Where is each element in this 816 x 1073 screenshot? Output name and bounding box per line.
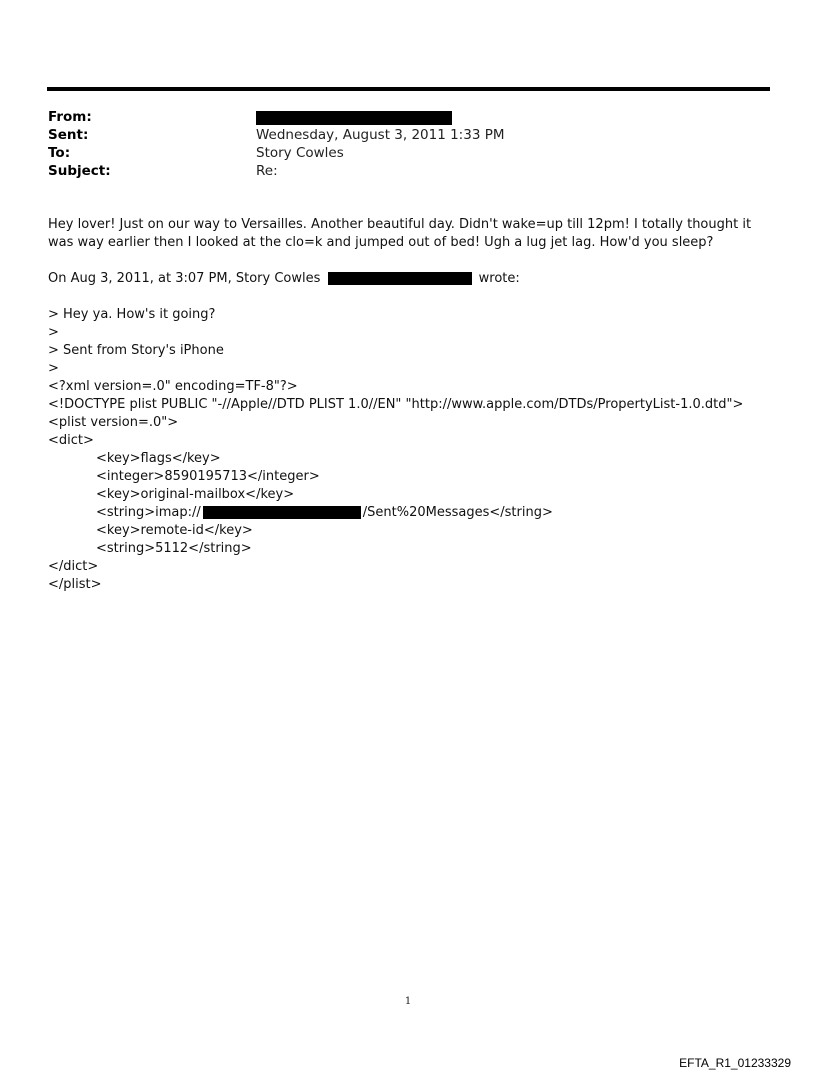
sent-value: Wednesday, August 3, 2011 1:33 PM <box>256 127 505 143</box>
xml-doctype: <!DOCTYPE plist PUBLIC "-//Apple//DTD PLIST 1.0//EN" "http://www.apple.com/DTDs/PropertyList-1.0.dtd"> <box>48 397 744 412</box>
header-rule <box>47 87 770 91</box>
bates-number: EFTA_R1_01233329 <box>679 1056 791 1070</box>
quoted-line: > <box>48 325 59 340</box>
message-body: Hey lover! Just on our way to Versailles. Another beautiful day. Didn't wake=up till 12pm! I totally thought it was way earlier then I looked at the clo=k and jumped out of bed! Ugh a lug jet lag. How'd you sleep? <box>48 217 752 250</box>
sent-label: Sent: <box>48 127 89 143</box>
reply-intro-suffix: wrote: <box>478 271 520 286</box>
redaction-bar <box>203 506 361 519</box>
quoted-line: > Sent from Story's iPhone <box>48 343 224 358</box>
integer-flags: <integer>8590195713</integer> <box>96 469 320 484</box>
dict-close: </dict> <box>48 559 99 574</box>
quoted-line: > Hey ya. How's it going? <box>48 307 216 322</box>
plist-close: </plist> <box>48 577 102 592</box>
redaction-bar <box>256 111 452 125</box>
subject-label: Subject: <box>48 163 111 179</box>
dict-open: <dict> <box>48 433 94 448</box>
key-remote-id: <key>remote-id</key> <box>96 523 253 538</box>
quoted-message <box>48 306 224 378</box>
plist-open: <plist version=.0"> <box>48 415 179 430</box>
string-imap-suffix: /Sent%20Messages</string> <box>362 505 553 520</box>
to-label: To: <box>48 145 71 161</box>
string-imap <box>48 504 743 522</box>
quoted-line: > <box>48 361 59 376</box>
string-remote-id: <string>5112</string> <box>96 541 252 556</box>
page-number: 1 <box>404 996 412 1007</box>
plist-block <box>48 378 743 594</box>
email-header <box>48 108 505 180</box>
key-original-mailbox: <key>original-mailbox</key> <box>96 487 295 502</box>
to-value: Story Cowles <box>256 145 344 161</box>
key-flags: <key>flags</key> <box>96 451 221 466</box>
redaction-bar <box>328 272 472 285</box>
subject-value: Re: <box>256 163 278 179</box>
from-label: From: <box>48 109 92 125</box>
xml-declaration: <?xml version=.0" encoding=TF-8"?> <box>48 379 298 394</box>
string-imap-prefix: <string>imap:// <box>96 505 201 520</box>
reply-intro <box>48 270 520 288</box>
sent-row <box>48 126 505 144</box>
reply-intro-prefix: On Aug 3, 2011, at 3:07 PM, Story Cowles <box>48 271 321 286</box>
from-row <box>48 108 505 126</box>
subject-row <box>48 162 505 180</box>
to-row <box>48 144 505 162</box>
